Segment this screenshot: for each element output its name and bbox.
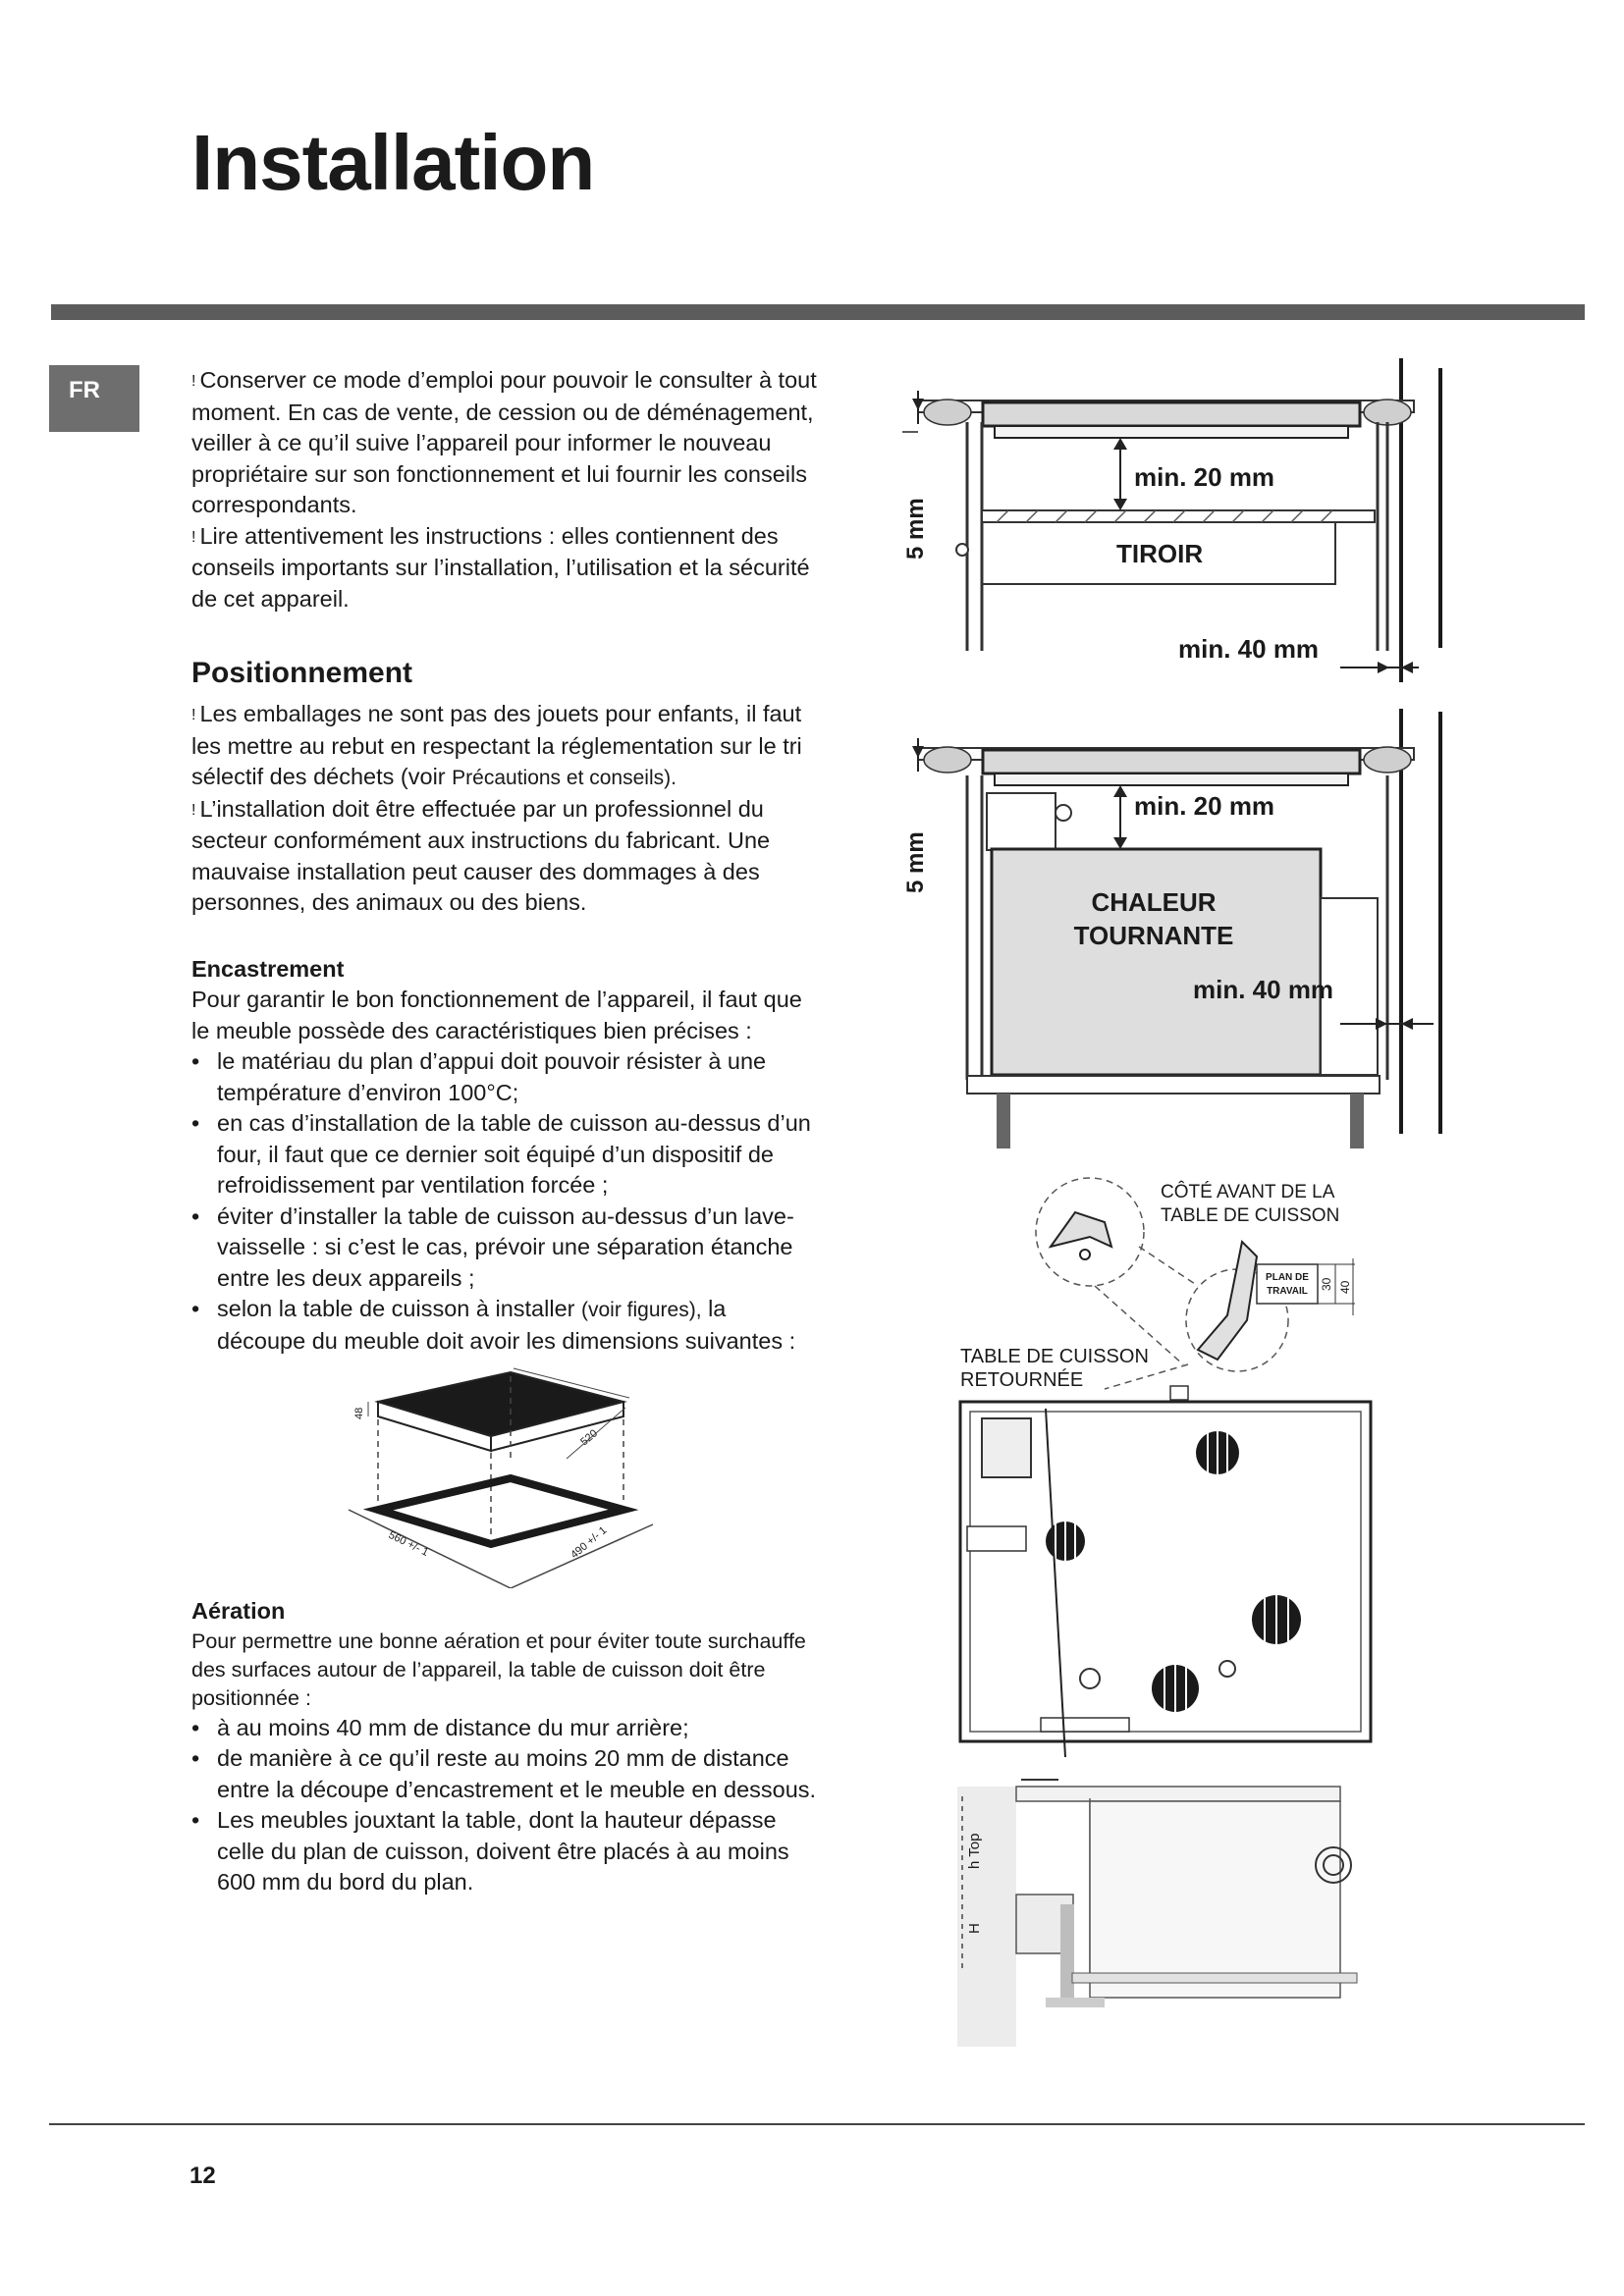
drawer-min20-label: min. 20 mm	[1134, 462, 1275, 492]
list-item: • le matériau du plan d’appui doit pouvoir résister à une température d’environ 100°C;	[191, 1046, 820, 1108]
warning-mark: !	[191, 707, 196, 723]
section-title-encastrement: Encastrement	[191, 955, 345, 982]
oven-min40-label: min. 40 mm	[1193, 975, 1334, 1004]
footer-rule	[49, 2123, 1585, 2125]
list-item: • éviter d’installer la table de cuisson au-dessus d’un lave-vaisselle : si c’est le cas, prévoir une séparation étanche entre les deux appareils ;	[191, 1201, 820, 1295]
section-title-positionnement: Positionnement	[191, 657, 413, 689]
oven-clearance-diagram	[889, 697, 1448, 1148]
list-item: • selon la table de cuisson à installer (voir figures), la découpe du meuble doit avoir les dimensions suivantes :	[191, 1294, 820, 1357]
hob-flipped-label-line2: RETOURNÉE	[960, 1369, 1084, 1391]
drawer-clearance-diagram	[889, 353, 1448, 687]
cross-reference: (voir figures),	[581, 1299, 702, 1321]
page-title: Installation	[191, 119, 595, 206]
list-item: • Les meubles jouxtant la table, dont la hauteur dépasse celle du plan de cuisson, doivent être placés à au moins 600 mm du bord du plan.	[191, 1805, 820, 1898]
hob-flipped-label-line1: TABLE DE CUISSON	[960, 1346, 1149, 1367]
dimension-490-label: 490 +/- 1	[568, 1523, 610, 1562]
oven-min20-label: min. 20 mm	[1134, 791, 1275, 821]
aeration-list	[191, 1713, 820, 1898]
oven-label-line2: TOURNANTE	[1073, 921, 1234, 950]
h-label: H	[966, 1923, 983, 1934]
drawer-5mm-label: 5 mm	[902, 498, 929, 560]
dimension-590-label: 590	[539, 1383, 560, 1400]
front-side-label-line2: TABLE DE CUISSON	[1161, 1205, 1340, 1226]
cutout-dimensions-figure	[339, 1362, 663, 1588]
oven-label-line1: CHALEUR	[1091, 887, 1217, 917]
worktop-label-line2: TRAVAIL	[1267, 1286, 1308, 1297]
aeration-intro: Pour permettre une bonne aération et pour éviter toute surchauffe des surfaces autour de l’appareil, la table de cuisson doit être positionnée :	[191, 1629, 806, 1710]
positionnement-paragraph-2: ! L’installation doit être effectuée par un professionnel du secteur conformément aux instructions du fabricant. Une mauvaise installation peut causer des dommages à des personnes, des animaux ou des biens.	[191, 795, 771, 915]
worktop-section-diagram	[952, 1767, 1365, 2061]
dimension-520-label: 520	[578, 1427, 600, 1449]
title-rule	[51, 304, 1585, 320]
page-number: 12	[189, 2163, 216, 2189]
list-item: • de manière à ce qu’il reste au moins 20 mm de distance entre la découpe d’encastrement et le meuble en dessous.	[191, 1743, 820, 1805]
dimension-30-label: 30	[1320, 1277, 1333, 1291]
section-title-aeration: Aération	[191, 1598, 286, 1624]
oven-5mm-label: 5 mm	[902, 831, 929, 893]
h-top-label: h Top	[966, 1833, 983, 1869]
intro-paragraph-2: ! Lire attentivement les instructions : elles contiennent des conseils importants sur l’installation, l’utilisation et la sécurité de cet appareil.	[191, 522, 810, 612]
list-item: • à au moins 40 mm de distance du mur arrière;	[191, 1713, 820, 1744]
dimension-48-label: 48	[353, 1407, 365, 1419]
drawer-min40-label: min. 40 mm	[1178, 634, 1320, 664]
encastrement-intro: Pour garantir le bon fonctionnement de l’appareil, il faut que le meuble possède des caractéristiques bien précises :	[191, 987, 802, 1043]
dimension-40-label: 40	[1338, 1280, 1352, 1294]
list-item: • en cas d’installation de la table de cuisson au-dessus d’un four, il faut que ce dernier soit équipé d’un dispositif de refroidissement par ventilation forcée ;	[191, 1108, 820, 1201]
language-tab: FR	[49, 365, 139, 432]
cross-reference: Précautions et conseils).	[452, 767, 677, 789]
dimension-560-label: 560 +/- 1	[386, 1528, 431, 1559]
text-column	[191, 365, 820, 1898]
positionnement-paragraph-1: ! Les emballages ne sont pas des jouets pour enfants, il faut les mettre au rebut en respectant la réglementation sur le tri sélectif des déchets (voir Précautions et conseils).	[191, 701, 802, 789]
warning-mark: !	[191, 801, 196, 819]
encastrement-list	[191, 1046, 820, 1357]
warning-mark: !	[191, 528, 196, 546]
warning-mark: !	[191, 373, 196, 390]
intro-paragraph-1: ! Conserver ce mode d’emploi pour pouvoir le consulter à tout moment. En cas de vente, de cession ou de déménagement, veiller à ce qu’il suive l’appareil pour informer le nouveau propriétaire sur son fonctionnement et lui fournir les conseils correspondants.	[191, 367, 817, 517]
worktop-label-line1: PLAN DE	[1266, 1272, 1309, 1283]
hob-underside-diagram	[943, 1168, 1404, 1767]
front-side-label-line1: CÔTÉ AVANT DE LA	[1161, 1182, 1335, 1202]
drawer-label: TIROIR	[1116, 539, 1204, 568]
